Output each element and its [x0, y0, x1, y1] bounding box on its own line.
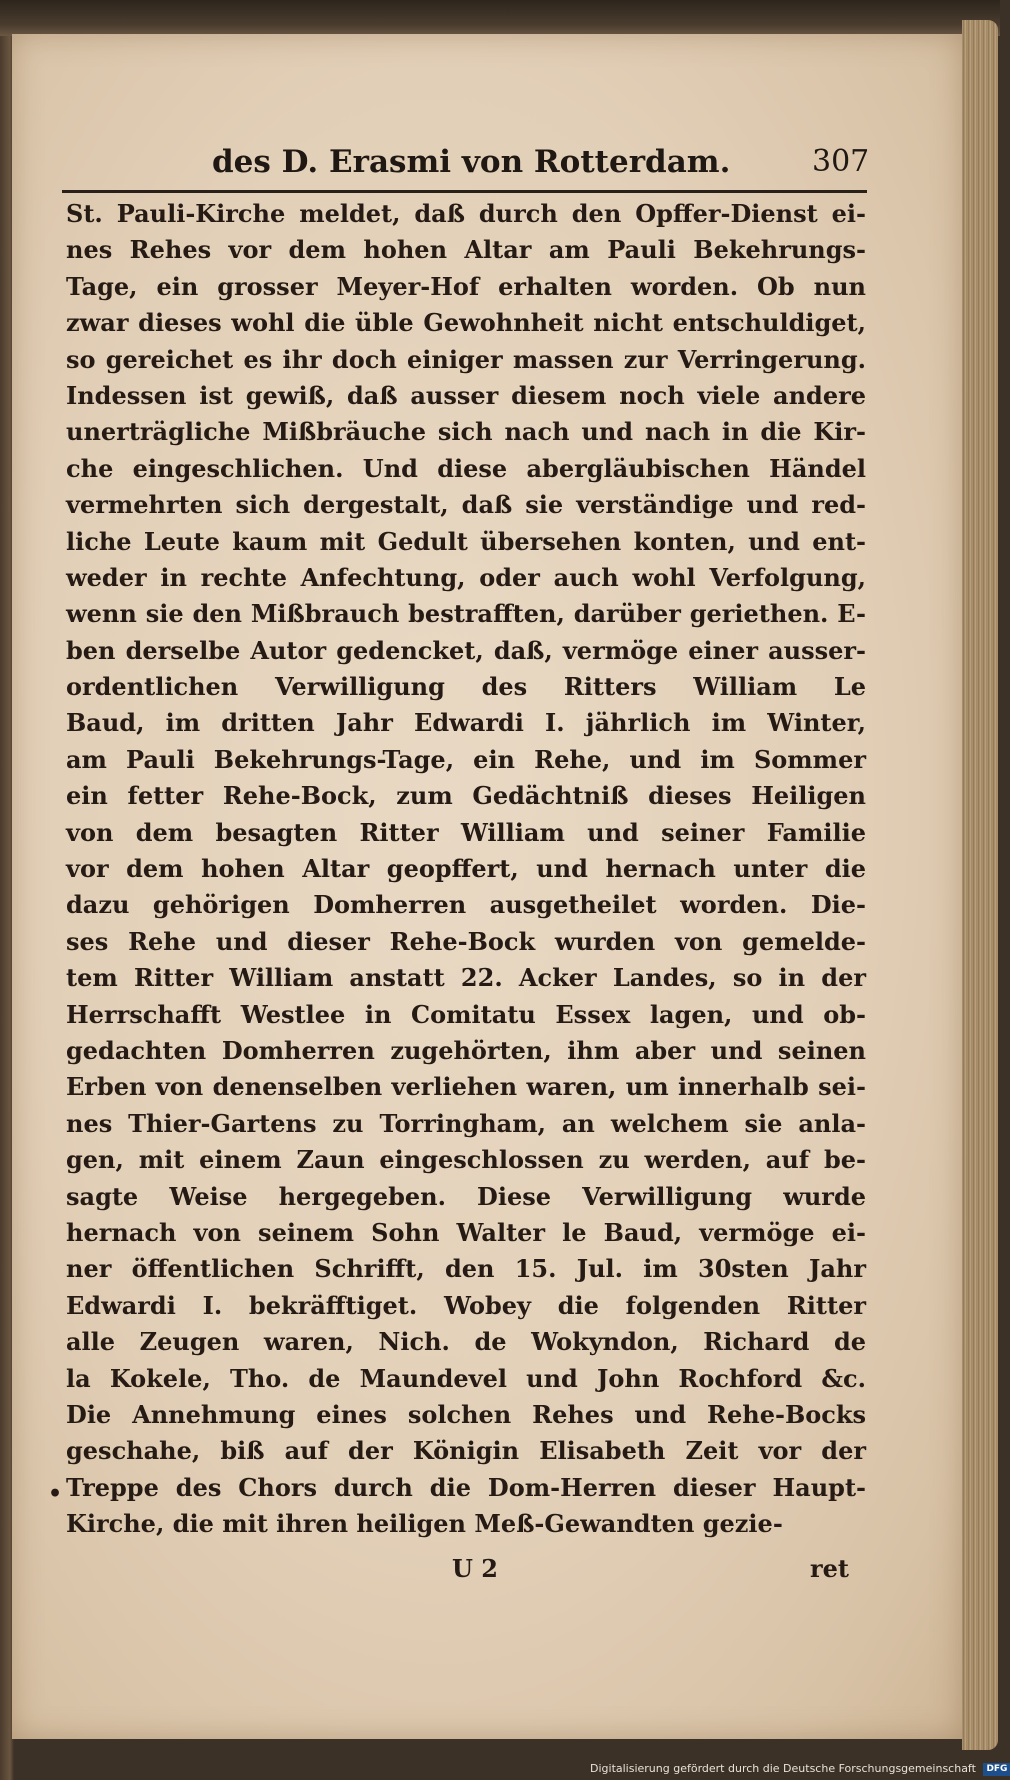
text-line: tem Ritter William anstatt 22. Acker Landes, so in der: [66, 963, 866, 993]
text-line: St. Pauli-Kirche meldet, daß durch den Opffer-Dienst ei-: [66, 199, 866, 228]
text-line: che eingeschlichen. Und diese abergläubischen Händel: [66, 453, 866, 483]
page-header: [12, 144, 962, 190]
book-page: [12, 34, 962, 1739]
text-line: Kirche, die mit ihren heiligen Meß-Gewandten geziе-: [66, 1509, 783, 1539]
signature-mark: U 2: [452, 1554, 498, 1583]
text-line: Tage, ein grosser Meyer-Hof erhalten worden. Ob nun: [66, 271, 866, 301]
text-line: Baud, im dritten Jahr Edwardi I. jährlich im Winter,: [66, 708, 866, 738]
text-line: Edwardi I. bekräfftiget. Wobey die folgenden Ritter: [66, 1290, 866, 1320]
body-text: [66, 196, 866, 1542]
header-rule: [62, 190, 867, 193]
text-line: Treppe des Chors durch die Dom-Herren dieser Haupt-: [66, 1472, 866, 1502]
text-line: hernach von seinem Sohn Walter le Baud, vermöge ei-: [66, 1217, 866, 1247]
text-line: ordentlichen Verwilligung des Ritters William Le: [66, 672, 866, 702]
text-line: alle Zeugen waren, Nich. de Wokyndon, Richard de: [66, 1327, 866, 1357]
credit-text: Digitalisierung gefördert durch die Deutsche Forschungsgemeinschaft: [590, 1762, 976, 1775]
text-line: geschahe, biß auf der Königin Elisabeth Zeit vor der: [66, 1436, 866, 1466]
text-line: wenn sie den Mißbrauch bestrafften, darüber geriethen. E-: [66, 599, 866, 629]
dfg-logo-icon: DFG: [983, 1763, 1010, 1776]
text-line: Indessen ist gewiß, daß ausser diesem noch viele andere: [66, 380, 866, 410]
margin-mark: •: [48, 1481, 63, 1507]
text-line: von dem besagten Ritter William und seiner Familie: [66, 817, 866, 847]
text-line: Erben von denenselben verliehen waren, um innerhalb sei-: [66, 1072, 866, 1102]
text-line: am Pauli Bekehrungs-Tage, ein Rehe, und im Sommer: [66, 744, 866, 774]
text-line: gen, mit einem Zaun eingeschlossen zu werden, auf be-: [66, 1145, 866, 1175]
text-line: vor dem hohen Altar geopffert, und hernach unter die: [66, 854, 866, 884]
text-line: ner öffentlichen Schrifft, den 15. Jul. im 30sten Jahr: [66, 1254, 866, 1284]
text-line: so gereichet es ihr doch einiger massen zur Verringerung.: [66, 344, 866, 374]
text-line: zwar dieses wohl die üble Gewohnheit nicht entschuldiget,: [66, 308, 866, 338]
text-line: sagte Weise hergegeben. Diese Verwilligung wurde: [66, 1181, 866, 1211]
scan-top-shadow: [0, 0, 1000, 36]
text-line: ses Rehe und dieser Rehe-Bock wurden von gemelde-: [66, 926, 866, 956]
text-line: Herrschafft Westlee in Comitatu Essex lagen, und ob-: [66, 999, 866, 1029]
text-line: ein fetter Rehe-Bock, zum Gedächtniß dieses Heiligen: [66, 781, 866, 811]
text-line: ben derselbe Autor gedencket, daß, vermöge einer ausser-: [66, 635, 866, 665]
catchword: ret: [810, 1554, 849, 1583]
running-head: des D. Erasmi von Rotterdam.: [212, 144, 731, 180]
digitization-credit: [590, 1760, 1008, 1778]
book-page-edges: [962, 20, 998, 1750]
text-line: Die Annehmung eines solchen Rehes und Rehe-Bocks: [66, 1399, 866, 1429]
text-line: dazu gehörigen Domherren ausgetheilet worden. Die-: [66, 890, 866, 920]
text-line: la Kokele, Tho. de Maundevel und John Rochford &c.: [66, 1363, 866, 1393]
text-line: unerträgliche Mißbräuche sich nach und nach in die Kir-: [66, 417, 866, 447]
page-number: 307: [812, 144, 870, 179]
text-line: weder in rechte Anfechtung, oder auch wohl Verfolgung,: [66, 562, 866, 592]
text-line: nes Rehes vor dem hohen Altar am Pauli Bekehrungs-: [66, 235, 866, 265]
text-line: vermehrten sich dergestalt, daß sie verständige und red-: [66, 490, 866, 520]
text-line: nes Thier-Gartens zu Torringham, an welchem sie anla-: [66, 1108, 866, 1138]
text-line: gedachten Domherren zugehörten, ihm aber und seinen: [66, 1035, 866, 1065]
text-line: liche Leute kaum mit Gedult übersehen konten, und ent-: [66, 526, 866, 556]
